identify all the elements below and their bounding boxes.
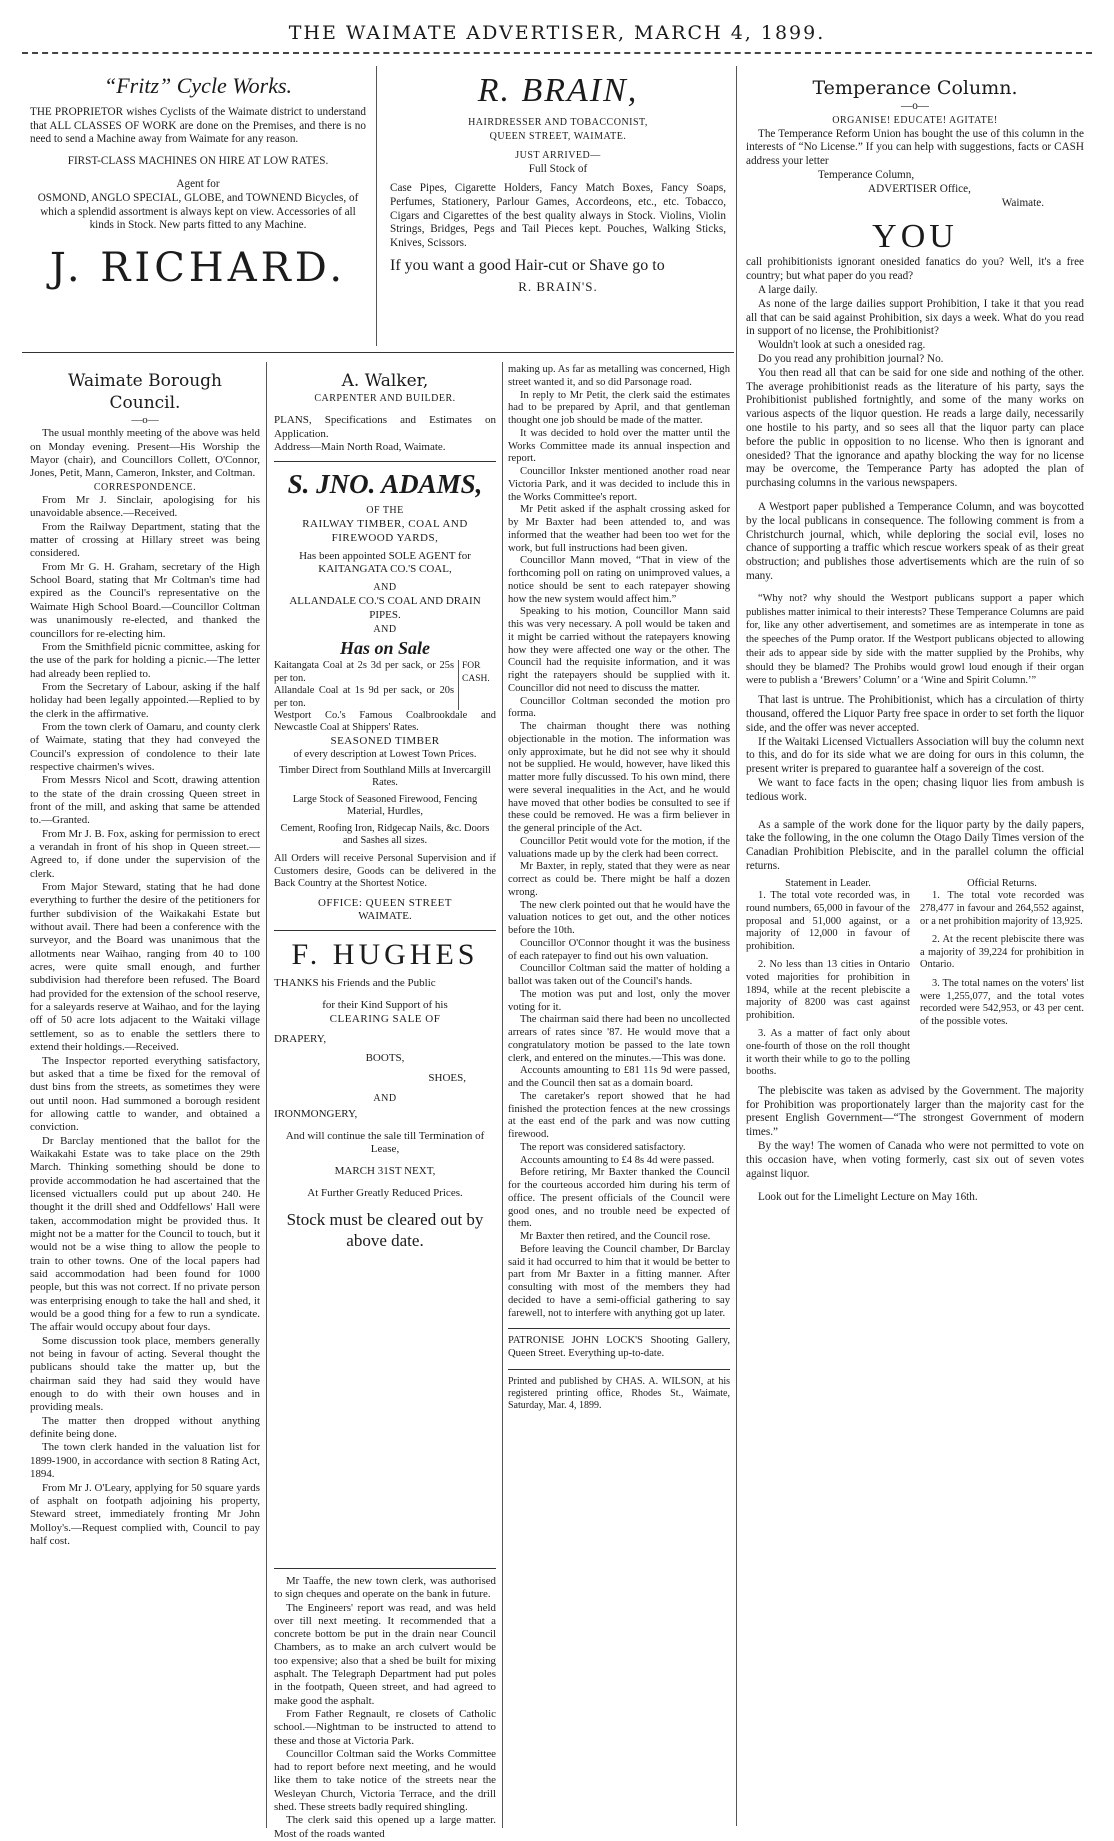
council-column (30, 370, 260, 1548)
adams-southland: Timber Direct from Southland Mills at Invercargill Rates. (279, 765, 491, 789)
council-para: From the Secretary of Labour, asking if the half holiday had been legally appointed.—Replied to by the clerk in the affirmative. (30, 680, 260, 720)
rule-council-cont (274, 1568, 496, 1569)
temp-para: A large daily. (758, 283, 818, 296)
temp-para: As a sample of the work done for the liquor party by the daily papers, take the following, in the one column the Otago Daily Times version of the Canadian Prohibition Plebiscite, and in the parallel column the official returns. (746, 818, 1084, 873)
adams-appointed: Has been appointed SOLE AGENT for KAITANGATA CO.'S COAL, (299, 549, 471, 576)
fritz-name: J. RICHARD. (49, 244, 347, 291)
council-para: Councillor Inkster mentioned another road near Victoria Park, and it was decided to include this in the Works Committee's report. (508, 466, 730, 503)
rule-v3 (266, 362, 267, 1828)
temp-para: A Westport paper published a Temperance Column, and was boycotted by the local publicans in consequence. The following comment is from a Christchurch journal, which, while deploring the social evil, loses no chance of supporting a traffic which rescue workers speak of as their great obstruction; and publishes those advertisements which are the ruin of so many. (746, 500, 1084, 582)
brain-address: QUEEN STREET, WAIMATE. (489, 130, 627, 142)
adams-coal1: Kaitangata Coal at 2s 3d per sack, or 25s per ton. (274, 660, 454, 684)
council-para: From the Railway Department, stating that the matter of crossing at Hillary street was being considered. (30, 520, 260, 560)
council-para: The chairman thought there was nothing objectionable in the motion. The information was only approximate, but he did not see why it should not be supplied. He would, however, have liked this matter more fully discussed. To his own mind, there were several inequalities in the Act, and he would have moved that other bodies be consulted to see if these could be removed. He was a firm believer in the general principle of the Act. (508, 721, 730, 834)
adams-of: OF THE (366, 505, 404, 517)
hughes-shoes: SHOES, (428, 1072, 466, 1085)
council-para: The town clerk handed in the valuation list for 1899-1900, in accordance with section 8 Rating Act, 1894. (30, 1441, 260, 1481)
adams-coal-prices (274, 660, 496, 710)
lock-advert: PATRONISE JOHN LOCK'S Shooting Gallery, Queen Street. Everything up-to-date. (508, 1335, 730, 1359)
temp-para: We want to face facts in the open; chasing liquor lies from ambush is tedious work. (746, 777, 1084, 803)
rule-v2 (736, 66, 737, 1826)
adams-timber: SEASONED TIMBER (330, 734, 440, 747)
council-para: Councillor Petit would vote for the motion, if the valuations made up by the clerk had been correct. (508, 835, 730, 860)
council-para: It was decided to hold over the matter until the Works Committee made its annual inspection and report. (508, 427, 730, 465)
adams-firewood: Large Stock of Seasoned Firewood, Fencing Material, Hurdles, (292, 793, 478, 818)
council-para: Before leaving the Council chamber, Dr Barclay said it had occurred to him that it would be better to part from Mr Baxter in a fitting manner. After consulting with most of the members they had decided to have a semi-official gathering to say farewell, not to interfere with anything got up later. (508, 1243, 730, 1319)
council-para: From Mr G. H. Graham, secretary of the High School Board, stating that Mr Coltman's time had expired as the Council's representative on the Waimate High School Board.—Councillor Coltman was unanimously re-elected, and thanked the councillors for re-electing him. (30, 560, 260, 640)
temp-office: ADVERTISER Office, (868, 182, 971, 195)
plebiscite-leader (746, 878, 910, 1079)
walker-name: A. Walker, (341, 371, 429, 391)
rule-imprint (508, 1369, 730, 1370)
council-para: The chairman said there had been no uncollected arrears of rates since '87. He would move that a congratulatory motion be passed to the late town clerk, and entered on the minutes.—This was done. (508, 1014, 730, 1064)
hughes-support: for their Kind Support of his (322, 999, 448, 1012)
adams-orders: All Orders will receive Personal Supervision and if Customers desire, Goods can be delivered in the Back Country at the Shortest Notice. (274, 853, 496, 890)
council-para: The Inspector reported everything satisfactory, but asked that a time be fixed for the removal of dust bins from the streets, as sometimes they were out until noon. Had summoned a borough resident for allowing cattle to wander, and obtained a conviction. (30, 1054, 260, 1134)
hughes-clearing: CLEARING SALE OF (329, 1012, 441, 1025)
hughes-drapery: DRAPERY, (274, 1032, 327, 1045)
temperance-column (746, 76, 1084, 1205)
council-para: The new clerk pointed out that he would have the valuation notices to get out, and the other notices before the 10th. (508, 899, 730, 936)
temp-org: ORGANISE! EDUCATE! AGITATE! (832, 114, 998, 126)
temp-para: Do you read any prohibition journal? No. (758, 352, 944, 365)
adams-timber2: of every description at Lowest Town Prices. (293, 748, 477, 760)
council-sep: —o— (131, 414, 159, 426)
council-para: Councillor Coltman said the Works Committee had to report before next meeting, and he would like them to take notice of the streets near the Wesleyan Church, Victoria Terrace, and the drill shed. These streets badly required shingling. (274, 1747, 496, 1814)
plebiscite-table (746, 878, 1084, 1079)
council-para: In reply to Mr Petit, the clerk said the estimates had to be prepared by April, and that gentleman thought one job should be made of the matter. (508, 389, 730, 426)
temp-para: If the Waitaki Licensed Victuallers Association will buy the column next to this, and do for its side what we are doing for ours in this column, the present writer is prepared to guarantee half a sovereign of the cost. (746, 735, 1084, 776)
fritz-body: THE PROPRIETOR wishes Cyclists of the Waimate district to understand that ALL CLASSES OF WORK are done on the Premises, and there is no need to send a Machine away from Waimate for any reason. (30, 106, 366, 146)
rule-v4 (502, 362, 503, 1828)
council-para: The clerk said this opened up a large matter. Most of the roads wanted (274, 1814, 496, 1840)
plebiscite-official (920, 878, 1084, 1079)
brain-arrived: JUST ARRIVED— (515, 150, 601, 162)
council-para: Councillor Coltman seconded the motion pro forma. (508, 695, 730, 720)
walker-trade: CARPENTER AND BUILDER. (314, 393, 456, 404)
council-para: From Father Regnault, re closets of Catholic school.—Nightman to be instructed to attend to these and those at Victoria Park. (274, 1707, 496, 1747)
council-intro: The usual monthly meeting of the above was held on Monday evening. Present—His Worship the Mayor (chair), and Councillors Collett, O'Connor, Jones, Petit, Mann, Cameron, Inkster, and Coltman. (30, 427, 260, 480)
council-para: From Mr J. Sinclair, apologising for his unavoidable absence.—Received. (30, 494, 260, 520)
rule-walker (274, 461, 496, 462)
temp-closing: The plebiscite was taken as advised by the Government. The majority for Prohibition was proportionately larger than the majority cast for the present English Government—“The strongest Government of modern times.” (746, 1084, 1084, 1139)
rule-v1 (376, 66, 377, 346)
brain-tag2: R. BRAIN'S. (518, 279, 598, 295)
temp-para: You then read all that can be said for one side and nothing of the other. The average prohibitionist reads as the literature of his party, says the Prohibitionist published fortnightly, and some of the many works on various aspects of the liquor question. He reads a large daily, necessarily one hostile to his party, and so sees all that the liquor party can place before the public in opposition to no license. Who then is ignorant and onesided? That the ignorance and apathy blocking the way for no license may be overcome, the Temperance Party has adopted the plan of purchasing columns in the various newspapers. (746, 366, 1084, 490)
hughes-boots: BOOTS, (365, 1052, 405, 1065)
temp-town: Waimate. (1001, 196, 1044, 209)
plebiscite-leader-head: Statement in Leader. (785, 877, 871, 889)
brain-trade: HAIRDRESSER AND TOBACCONIST, (468, 117, 648, 128)
adams-coal2: Allandale Coal at 1s 9d per sack, or 20s per ton. (274, 685, 454, 709)
hughes-reduced: At Further Greatly Reduced Prices. (307, 1187, 463, 1200)
fritz-advert (30, 72, 366, 291)
council-para: From Major Steward, stating that he had done everything to further the desire of the petitioners for further subdivision of the Waikakahi Estate but without avail. There had been a conference with the surveyor, and the Board was unanimous that the allotments near Waihao, ranging from 40 to 100 acres, were quite small enough, and further subdivision had therefore been refused. The Board had provided for the extension of the school reserve, for a saleyards reserve at Waihao, and for the laying off of 50 acre lots adjacent to the Waitaki village settlement, so as to enable the settlers there to extend their holdings.—Received. (30, 881, 260, 1054)
hughes-stock: Stock must be cleared out by above date. (286, 1209, 484, 1250)
council-para: Before retiring, Mr Baxter thanked the Council for the courteous accorded him during his term of office. The present officials of the Council were good ones, and no trouble need be expected of them. (508, 1167, 730, 1230)
temp-you: YOU (872, 218, 958, 256)
rule-adams (274, 930, 496, 931)
plebiscite-item: 1. The total vote recorded was 278,477 in favour and 264,552 against, or a net prohibition majority of 13,925. (920, 890, 1084, 927)
council-column-3 (508, 364, 730, 1412)
council-para: From the Smithfield picnic committee, asking for the use of the park for holding a picnic.—The letter had already been replied to. (30, 640, 260, 680)
walker-address: Address—Main North Road, Waimate. (274, 441, 446, 454)
brain-tagline: If you want a good Hair-cut or Shave go to (390, 257, 665, 275)
hughes-iron: IRONMONGERY, (274, 1107, 358, 1120)
adams-yards: RAILWAY TIMBER, COAL AND FIREWOOD YARDS, (302, 517, 468, 544)
fritz-hire: FIRST-CLASS MACHINES ON HIRE AT LOW RATES. (67, 154, 329, 167)
council-para: Councillor Mann moved, “That in view of the forthcoming poll on rating on unimproved values, a notice should be sent to each ratepayer showing how the new system would affect him.” (508, 555, 730, 605)
temp-para: That last is untrue. The Prohibitionist, which has a circulation of thirty thousand, offered the Liquor Party free space in order to set forth the liquor side, and the offer was never accepted. (746, 694, 1084, 734)
council-title: Waimate Borough Council. (68, 371, 222, 413)
hughes-thanks: THANKS his Friends and the Public (274, 977, 436, 990)
adams-westport: Westport Co.'s Famous Coalbrookdale and Newcastle Coal at Shippers' Rates. (274, 709, 496, 734)
temp-body: The Temperance Reform Union has bought the use of this column in the interests of “No License.” If you can help with suggestions, facts or CASH address your letter (746, 127, 1084, 168)
council-para: From the town clerk of Oamaru, and county clerk of Waimate, stating that they had conveyed the Council's expression of condolence to their late respective chairmen's wives. (30, 720, 260, 773)
masthead-rule (22, 52, 1092, 54)
temp-para: As none of the large dailies support Prohibition, I take it that you read all that can be said against Prohibition, six days a week. What do you read in support of no license, the Prohibitionist? (746, 297, 1084, 338)
council-para: The Engineers' report was read, and was held over till next meeting. It recommended that a concrete bottom be put in the drain near Council Chambers, as to make an arch culvert would be too expensive; also that a shed be built for mixing asphalt. The Telegraph Department had put poles in the footpath, Queen street, and had agreed to make good the asphalt. (274, 1601, 496, 1707)
adams-cement: Cement, Roofing Iron, Ridgecap Nails, &c. Doors and Sashes all sizes. (280, 822, 490, 847)
council-para: Speaking to his motion, Councillor Mann said this was very necessary. A poll would be taken and it might be carried without the ratepayers knowing how they were affected one way or the other. The Council had the requisite information, and it was right the ratepayers should be supplied with it. Councillor did not need to discuss the matter. (508, 606, 730, 694)
imprint: Printed and published by CHAS. A. WILSON, at his registered printing office, Rhodes St., Waimate, Saturday, Mar. 4, 1899. (508, 1375, 730, 1411)
plebiscite-official-head: Official Returns. (967, 877, 1037, 889)
temp-editor: Temperance Column, (818, 168, 915, 181)
council-para: Mr Petit asked if the asphalt crossing asked for by Mr Baxter had been attended to, and was informed that the weather had been too wet for the work, but full instructions had been given. (508, 504, 730, 554)
plebiscite-item: 2. At the recent plebiscite there was a majority of 39,224 for prohibition in Ontario. (920, 934, 1084, 971)
adams-name: S. JNO. ADAMS, (287, 469, 483, 500)
council-para: Accounts amounting to £81 11s 9d were passed, and the Council then sat as a domain board. (508, 1065, 730, 1089)
hughes-and: AND (373, 1093, 397, 1105)
brain-advert (390, 72, 726, 294)
hughes-continue: And will continue the sale till Termination of Lease, (285, 1129, 485, 1156)
council-correspondence: CORRESPONDENCE. (93, 481, 197, 493)
temp-closing: Look out for the Limelight Lecture on May 16th. (758, 1191, 978, 1204)
adams-sale: Has on Sale (339, 638, 431, 659)
temp-sep: —o— (901, 100, 929, 112)
walker-body: PLANS, Specifications and Estimates on Application. (274, 413, 496, 440)
council-continued (274, 1568, 496, 1841)
middle-adverts (274, 370, 496, 1251)
temp-title: Temperance Column. (812, 77, 1018, 99)
council-para: Accounts amounting to £4 8s 4d were passed. (520, 1154, 715, 1166)
council-para: Mr Taaffe, the new town clerk, was authorised to sign cheques and operate on the bank in future. (274, 1575, 496, 1601)
temp-para: “Why not? why should the Westport publicans support a paper which publishes matter inimical to their interests? These Temperance Columns are paid for, like any other advertisement, and sometimes are as intemperate in tone as the speeches of the Pump orator. If the Westport publicans objected to allowing their ads to appear side by side with the matter supplied by the Prohibs, why should they be blamed? The Prohibs would growl loud enough if their organ were to publish a ‘Brewers’ Column’ or a ‘Wine and Spirit Column.’” (746, 592, 1084, 687)
council-para: Mr Baxter then retired, and the Council rose. (520, 1231, 711, 1242)
adams-and: AND (373, 582, 397, 594)
council-para: The matter then dropped without anything definite being done. (30, 1414, 260, 1441)
council-para: Councillor Coltman said the matter of holding a ballot was taken out of the Council's hands. (508, 963, 730, 987)
council-para: Councillor O'Connor thought it was the business of each ratepayer to find out his own valuation. (508, 937, 730, 962)
adams-office: OFFICE: QUEEN STREET (317, 896, 453, 909)
masthead: THE WAIMATE ADVERTISER, MARCH 4, 1899. (288, 22, 826, 44)
council-para: The report was considered satisfactory. (520, 1141, 686, 1153)
council-para: From Mr J. O'Leary, applying for 50 square yards of asphalt on footpath adjoining his property, Steward street, immediately fronting Mr John Molloy's.—Request complied with, Council to pay half cost. (30, 1481, 260, 1547)
fritz-agent-body: OSMOND, ANGLO SPECIAL, GLOBE, and TOWNEND Bicycles, of which a splendid assortment is always kept on view. Accessories of all kinds in Stock. New parts fitted to any Machine. (37, 191, 359, 232)
council-para: Mr Baxter, in reply, stated that they were as near correct as could be. There might be half a dozen wrong. (508, 861, 730, 898)
council-para: Dr Barclay mentioned that the ballot for the Waikakahi Estate was to take place on the 29th March. Thinking something should be done to provide accommodation he had ascertained that the licensed victuallers could put up about 240. He thought it the drill shed and Oddfellows' Hall were taken, accommodation might be provided thus. It might not be a matter for the Council to touch, but it would not be a wise thing to allow the people to train to other towns. One of the local papers had said accommodation had been found for 1000 people, but this was not correct. If no private person was enterprising enough to take the hall and shed, it would be a good thing for a few to run a syndicate. The affair would occupy about four days. (30, 1134, 260, 1334)
brain-stock: Full Stock of (528, 162, 588, 175)
hughes-date: MARCH 31ST NEXT, (334, 1165, 436, 1178)
council-para: making up. As far as metalling was concerned, High street wanted it, and so did Parsonage road. (508, 364, 730, 388)
temp-para: call prohibitionists ignorant onesided fanatics do you? Well, it's a free country; but what paper do you read? (746, 256, 1084, 283)
temp-closing: By the way! The women of Canada who were not permitted to vote on this occasion have, when voting formerly, cast six out of seven votes against liquor. (746, 1139, 1084, 1180)
plebiscite-item: 1. The total vote recorded was, in round numbers, 65,000 in favour of the proposal and 51,000 against, or a majority of 12,000 in favour of prohibition. (746, 890, 910, 952)
fritz-title: “Fritz” Cycle Works. (103, 73, 293, 98)
adams-and2: AND (373, 623, 397, 635)
rule-h-ads (22, 352, 734, 353)
council-para: Some discussion took place, members generally not being in favour of acting. Several thought the publicans should take the matter up, but the chairman said they had said they would have enough to do with their own houses and in providing meals. (30, 1334, 260, 1414)
rule-lock (508, 1328, 730, 1329)
hughes-name: F. HUGHES (291, 938, 479, 972)
plebiscite-item: 3. As a matter of fact only about one-fourth of those on the roll thought it worth their while to go to the polling booths. (746, 1028, 910, 1078)
brain-name: R. BRAIN, (477, 72, 639, 109)
plebiscite-item: 2. No less than 13 cities in Ontario voted majorities for prohibition in 1894, while at the recent plebiscite a majority of 8200 was cast against prohibition. (746, 959, 910, 1021)
brain-body: Case Pipes, Cigarette Holders, Fancy Match Boxes, Fancy Soaps, Perfumes, Stationery, Parlour Games, Accordeons, etc., etc. Tobacco, Cigars and Cigarettes of the best quality always in Stock. Violins, Violin Strings, Bridges, Pegs and Tail Pieces kept. Pouches, Walking Sticks, Knives, Scissors. (390, 182, 726, 249)
council-para: The caretaker's report showed that he had finished the protection fences at the new crossings at the east end of the park and was now cutting firewood. (508, 1090, 730, 1140)
adams-allandale: ALLANDALE CO.'S COAL AND DRAIN PIPES. (289, 594, 481, 621)
fritz-agent: Agent for (176, 178, 220, 191)
plebiscite-item: 3. The total names on the voters' list were 1,255,077, and the total votes recorded were 542,953, or 43 per cent. of the possible votes. (920, 978, 1084, 1027)
adams-cash: FOR CASH. (458, 660, 496, 710)
temp-para: Wouldn't look at such a onesided rag. (758, 339, 926, 352)
council-para: The motion was put and lost, only the mover voting for it. (508, 988, 730, 1013)
council-para: From Mr J. B. Fox, asking for permission to erect a verandah in front of his shop in Queen street.—Agreed to, if done under the supervision of the clerk. (30, 827, 260, 880)
council-para: From Messrs Nicol and Scott, drawing attention to the state of the drain crossing Queen street in front of the mill, and asking that same be attended to.—Granted. (30, 774, 260, 827)
adams-town: WAIMATE. (358, 910, 412, 923)
